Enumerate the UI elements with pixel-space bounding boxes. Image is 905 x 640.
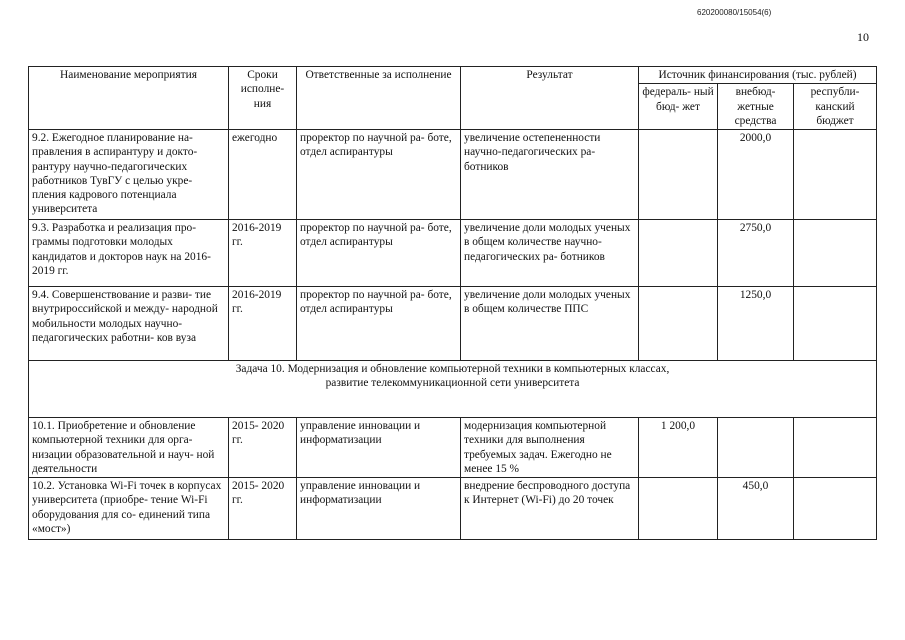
table-row <box>29 220 877 287</box>
cell-republic <box>794 478 877 540</box>
header-federal: федераль- ный бюд- жет <box>639 84 718 130</box>
cell-responsible: проректор по научной ра- боте, отдел аспирантуры <box>297 130 461 220</box>
cell-name: 9.3. Разработка и реализация про- граммы подготовки молодых кандидатов и докторов наук на 2016-2019 гг. <box>29 220 229 287</box>
cell-deadline: 2016-2019 гг. <box>229 220 297 287</box>
header-row <box>29 67 877 84</box>
cell-responsible: управление инновации и информатизации <box>297 418 461 478</box>
page-number: 10 <box>857 30 869 44</box>
cell-responsible: управление инновации и информатизации <box>297 478 461 540</box>
cell-federal: 1 200,0 <box>639 418 718 478</box>
cell-result: модернизация компьютерной техники для выполнения требуемых задач. Ежегодно не менее 15 % <box>461 418 639 478</box>
table-row <box>29 130 877 220</box>
cell-republic <box>794 287 877 361</box>
cell-federal <box>639 130 718 220</box>
cell-extrabudget: 2750,0 <box>718 220 794 287</box>
cell-extrabudget: 1250,0 <box>718 287 794 361</box>
header-extrabudget: внебюд- жетные средства <box>718 84 794 130</box>
document-stamp: 620200080/15054(6) <box>697 8 772 17</box>
cell-federal <box>639 287 718 361</box>
cell-result: увеличение доли молодых ученых в общем количестве научно-педагогических ра- ботников <box>461 220 639 287</box>
header-result: Результат <box>461 67 639 130</box>
table-row <box>29 478 877 540</box>
cell-deadline: ежегодно <box>229 130 297 220</box>
cell-extrabudget: 2000,0 <box>718 130 794 220</box>
cell-republic <box>794 418 877 478</box>
cell-name: 9.2. Ежегодное планирование на- правления в аспирантуру и докто- рантуру научно-педагогических работников ТувГУ с целью укре- пления кадрового потенциала университета <box>29 130 229 220</box>
cell-republic <box>794 130 877 220</box>
cell-deadline: 2015- 2020 гг. <box>229 418 297 478</box>
task-heading <box>29 361 877 418</box>
cell-result: внедрение беспроводного доступа к Интернет (Wi-Fi) до 20 точек <box>461 478 639 540</box>
cell-deadline: 2016-2019 гг. <box>229 287 297 361</box>
table-row <box>29 287 877 361</box>
activities-table <box>28 66 877 540</box>
cell-name: 9.4. Совершенствование и разви- тие внутрироссийской и между- народной мобильности молодых научно-педагогических работни- ков вуза <box>29 287 229 361</box>
task-line-1: Задача 10. Модернизация и обновление компьютерной техники в компьютерных классах, <box>235 363 670 375</box>
cell-deadline: 2015- 2020 гг. <box>229 478 297 540</box>
header-funding: Источник финансирования (тыс. рублей) <box>639 67 877 84</box>
cell-extrabudget: 450,0 <box>718 478 794 540</box>
task-line-2: развитие телекоммуникационной сети университета <box>325 377 580 390</box>
header-deadline: Сроки исполне- ния <box>229 67 297 130</box>
cell-federal <box>639 478 718 540</box>
task-row <box>29 361 877 418</box>
header-responsible: Ответственные за исполнение <box>297 67 461 130</box>
cell-federal <box>639 220 718 287</box>
cell-extrabudget <box>718 418 794 478</box>
cell-republic <box>794 220 877 287</box>
header-name: Наименование мероприятия <box>29 67 229 130</box>
header-republic: республи- канский бюджет <box>794 84 877 130</box>
cell-result: увеличение остепененности научно-педагогических ра- ботников <box>461 130 639 220</box>
cell-name: 10.2. Установка Wi-Fi точек в корпусах университета (приобре- тение Wi-Fi оборудования для со- единений типа «мост») <box>29 478 229 540</box>
cell-name: 10.1. Приобретение и обновление компьютерной техники для орга- низации образовательной и науч- ной деятельности <box>29 418 229 478</box>
cell-responsible: проректор по научной ра- боте, отдел аспирантуры <box>297 287 461 361</box>
cell-result: увеличение доли молодых ученых в общем количестве ППС <box>461 287 639 361</box>
table-row <box>29 418 877 478</box>
cell-responsible: проректор по научной ра- боте, отдел аспирантуры <box>297 220 461 287</box>
